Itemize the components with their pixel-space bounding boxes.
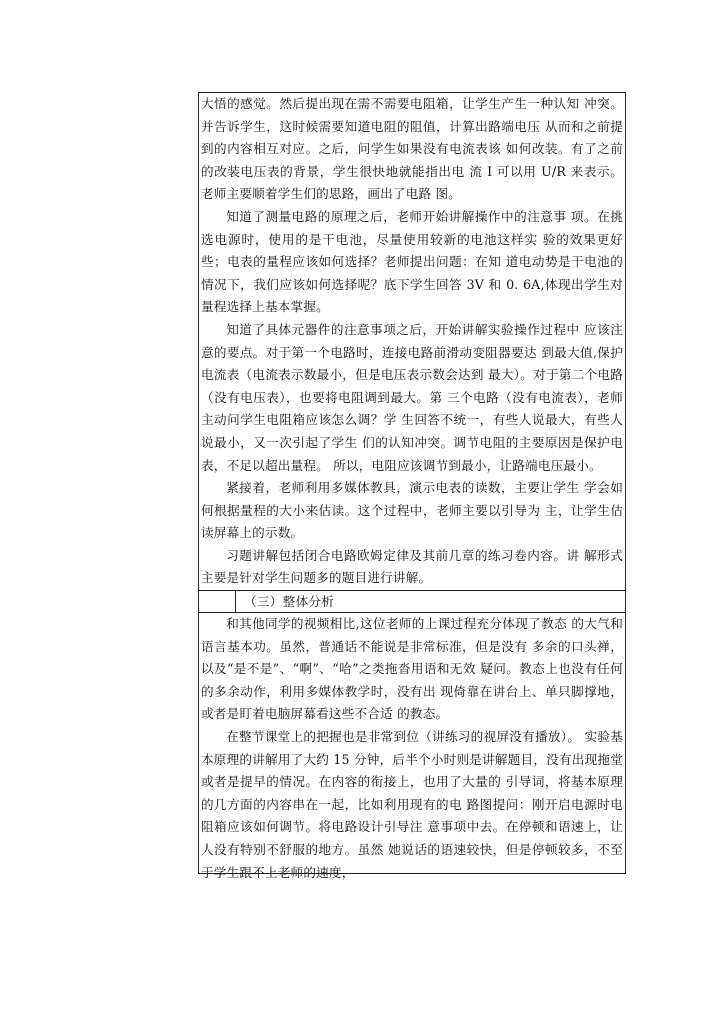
paragraph: 知道了具体元器件的注意事项之后，开始讲解实验操作过程中 应该注意的要点。对于第一个电路时，连接电路前滑动变阻器要达 到最大值,保护电流表（电流表示数最小，但是电压表示数会达到 最大）。对于第二个电路（没有电压表），也要将电阻调到最大。第 三个电路（没有电流表），老师主动问学生电阻箱应该怎么调？学 生回答不统一，有些人说最大，有些人说最小，又一次引起了学生 们的认知冲突。调节电阻的主要原因是保护电表，不足以超出量程。 所以，电阻应该调节到最小，让路端电压最小。 xyxy=(201,321,623,473)
paragraph: 大悟的感觉。然后提出现在需不需要电阻箱，让学生产生一种认知 冲突。并告诉学生，这时候需要知道电阻的阻值，计算出路端电压 从而和之前提到的内容相互对应。之后，问学生如果没有电流表该 如何改装。有了之前的改装电压表的背景，学生很快地就能指出电 流 I 可以用 U/R 来表示。老师主要顺着学生们的思路，画出了电路 图。 xyxy=(201,96,623,202)
document-table xyxy=(198,92,626,880)
paragraph: 在整节课堂上的把握也是非常到位（讲练习的视屏没有播放）。 实验基本原理的讲解用了大约 15 分钟，后半个小时则是讲解题目，没有出现拖堂或者是提早的情况。在内容的衔接上，也用了大量的 引导词，将基本原理的几方面的内容串在一起，比如利用现有的电 路图提问：刚开启电源时电阻箱应该如何调节。将电路设计引导注 意事项中去。在停顿和语速上，让人没有特别不舒服的地方。虽然 她说话的语速较快，但是停顿较多，不至于学生跟不上老师的速度， xyxy=(201,728,623,880)
paragraph: 和其他同学的视频相比,这位老师的上课过程充分体现了教态 的大气和语言基本功。虽然，普通话不能说是非常标准，但是没有 多余的口头禅，以及“是不是”、“啊”、“哈”之类拖沓用语和无效 疑问。教态上也没有任何的多余动作，利用多媒体教学时，没有出 现倚靠在讲台上、单只脚撑地，或者是盯着电脑屏幕看这些不合适 的教态。 xyxy=(201,616,623,722)
paragraph: 习题讲解包括闭合电路欧姆定律及其前几章的练习卷内容。讲 解形式主要是针对学生问题多的题目进行讲解。 xyxy=(201,547,623,586)
section-body-analysis xyxy=(201,613,623,884)
paragraph: 知道了测量电路的原理之后，老师开始讲解操作中的注意事 项。在挑选电源时，使用的是干电池，尽量使用较新的电池这样实 验的效果更好些；电表的量程应该如何选择？老师提出问题：在知 道电动势是干电池的情况下，我们应该如何选择呢？底下学生回答 3V 和 0. 6A,体现出学生对量程选择上基本掌握。 xyxy=(201,208,623,315)
section-heading: （三）整体分析 xyxy=(235,591,625,612)
section-body-experiment xyxy=(201,93,623,591)
paragraph: 紧接着，老师利用多媒体教具，演示电表的读数，主要让学生 学会如何根据量程的大小来估读。这个过程中，老师主要以引导为 主，让学生估读屏幕上的示数。 xyxy=(201,480,623,541)
